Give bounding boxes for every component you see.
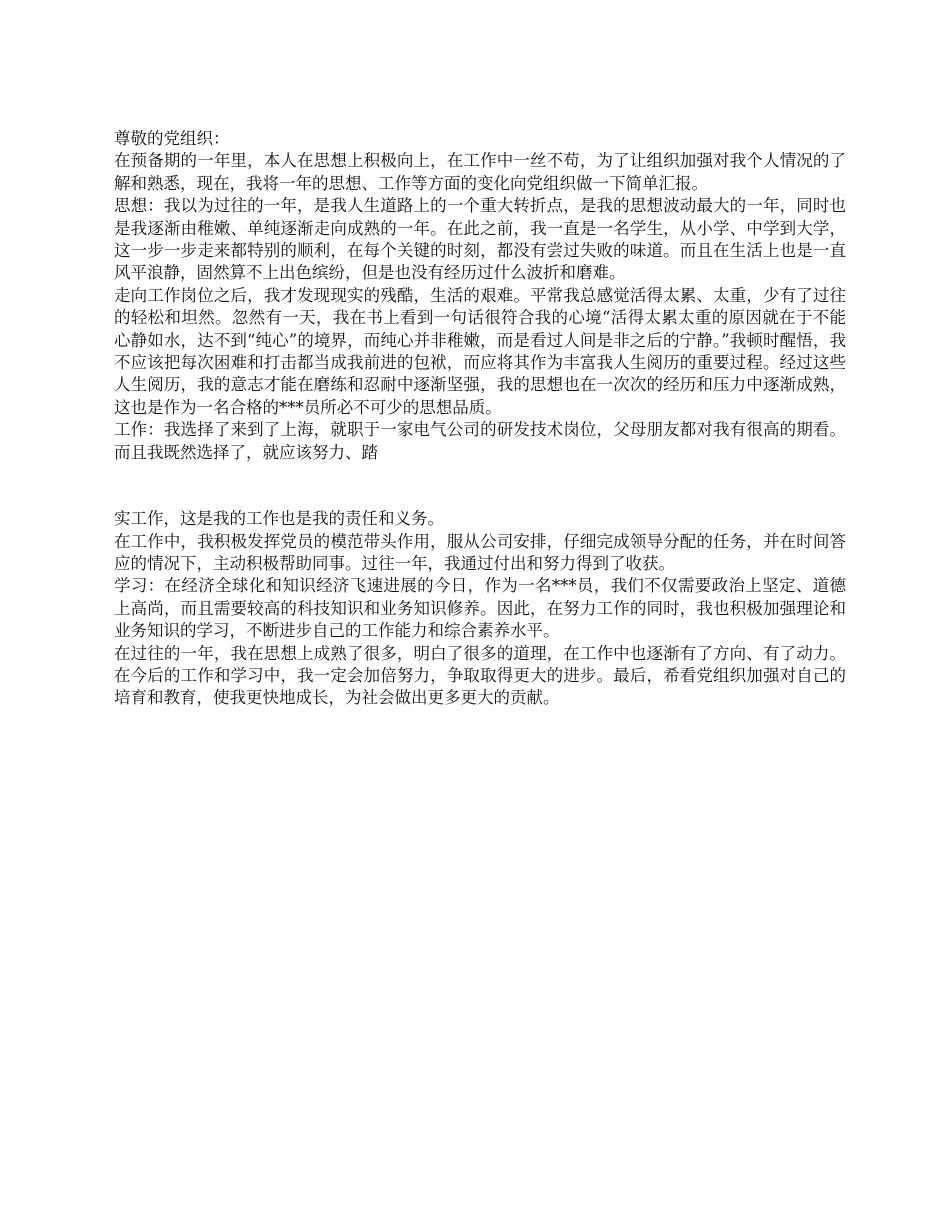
paragraph-work-start: 工作：我选择了来到了上海，就职于一家电气公司的研发技术岗位，父母朋友都对我有很高的期看。而且我既然选择了，就应该努力、踏 [114,420,846,462]
paragraph-work-detail: 在工作中，我积极发挥党员的模范带头作用，服从公司安排，仔细完成领导分配的任务，并在时间答应的情况下，主动积极帮助同事。过往一年，我通过付出和努力得到了收获。 [114,531,846,573]
paragraph-work-position: 走向工作岗位之后，我才发现现实的残酷，生活的艰难。平常我总感觉活得太累、太重，少有了过往的轻松和坦然。忽然有一天，我在书上看到一句话很符合我的心境“活得太累太重的原因就在于不能心静如水，达不到“纯心”的境界，而纯心并非稚嫩，而是看过人间是非之后的宁静。”我顿时醒悟，我不应该把每次困难和打击都当成我前进的包袱，而应将其作为丰富我人生阅历的重要过程。经过这些人生阅历，我的意志才能在磨练和忍耐中逐渐坚强，我的思想也在一次次的经历和压力中逐渐成熟，这也是作为一名合格的***员所必不可少的思想品质。 [114,285,846,417]
document-body [114,128,846,710]
paragraph-conclusion: 在过往的一年，我在思想上成熟了很多，明白了很多的道理，在工作中也逐渐有了方向、有了动力。在今后的工作和学习中，我一定会加倍努力，争取取得更大的进步。最后，希看党组织加强对自己的培育和教育，使我更快地成长，为社会做出更多更大的贡献。 [114,643,846,708]
paragraph-work-continued: 实工作，这是我的工作也是我的责任和义务。 [114,509,444,529]
salutation: 尊敬的党组织： [114,129,230,148]
page-break-gap [114,464,846,508]
paragraph-study: 学习：在经济全球化和知识经济飞速进展的今日，作为一名***员，我们不仅需要政治上坚定、道德上高尚，而且需要较高的科技知识和业务知识修养。因此，在努力工作的同时，我也积极加强理论和业务知识的学习，不断进步自己的工作能力和综合素养水平。 [114,576,846,641]
paragraph-thought: 思想：我以为过往的一年，是我人生道路上的一个重大转折点，是我的思想波动最大的一年，同时也是我逐渐由稚嫩、单纯逐渐走向成熟的一年。在此之前，我一直是一名学生，从小学、中学到大学，这一步一步走来都特别的顺利，在每个关键的时刻，都没有尝过失败的味道。而且在生活上也是一直风平浪静，固然算不上出色缤纷，但是也没有经历过什么波折和磨难。 [114,196,846,283]
paragraph-intro: 在预备期的一年里，本人在思想上积极向上，在工作中一丝不苟，为了让组织加强对我个人情况的了解和熟悉，现在，我将一年的思想、工作等方面的变化向党组织做一下简单汇报。 [114,151,846,193]
